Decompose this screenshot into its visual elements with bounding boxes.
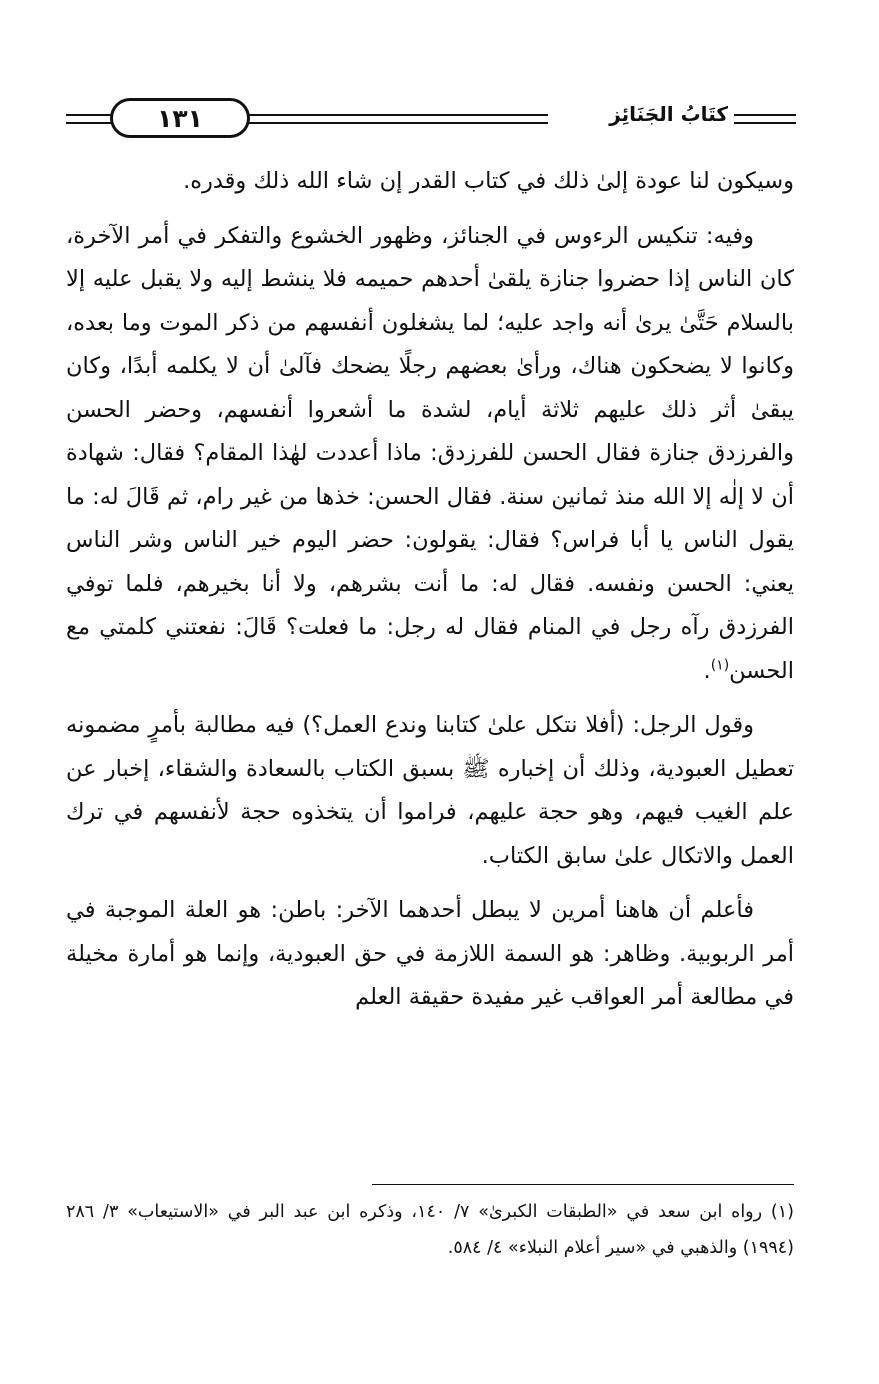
- paragraph-4: فأعلم أن هاهنا أمرين لا يبطل أحدهما الآخر: باطن: هو العلة الموجبة في أمر الربوبية. وظاهر: هو السمة اللازمة في حق العبودية، وإنما هو أمارة مخيلة في مطالعة أمر العواقب غير مفيدة حقيقة العلم: [66, 897, 794, 1010]
- header-rule-right-bottom: [734, 122, 796, 124]
- footnote: (١) رواه ابن سعد في «الطبقات الكبرىٰ» ٧/ ١٤٠، وذكره ابن عبد البر في «الاستيعاب» ٣/ ٢٨٦ (١٩٩٤) والذهبي في «سير أعلام النبلاء» ٤/ ٥٨٤.: [66, 1202, 794, 1258]
- paragraph-3: وقول الرجل: (أفلا نتكل علىٰ كتابنا وندع العمل؟) فيه مطالبة بأمرٍ مضمونه تعطيل العبودية، وذلك أن إخباره ﷺ بسبق الكتاب بالسعادة والشقاء، إخبار عن علم الغيب فيهم، وهو حجة عليهم، فراموا أن يتخذوه حجة لأنفسهم في ترك العمل والاتكال علىٰ سابق الكتاب.: [66, 712, 794, 869]
- footnote-separator: [372, 1184, 794, 1185]
- header-rule-middle-bottom: [248, 122, 548, 124]
- page-number: ١٣١: [110, 98, 250, 138]
- paragraph-2-end: .: [703, 657, 711, 684]
- footnote-reference[interactable]: (١): [710, 657, 730, 673]
- page-header: [66, 92, 796, 148]
- paragraph-2-text: وفيه: تنكيس الرءوس في الجنائز، وظهور الخشوع والتفكر في أمر الآخرة، كان الناس إذا حضروا جنازة يلقىٰ أحدهم حميمه فلا ينشط إليه ولا يقبل عليه إلا بالسلام حَتَّىٰ يرىٰ أنه واجد عليه؛ لما يشغلون أنفسهم من ذكر الموت وما بعده، وكانوا لا يضحكون هناك، ورأىٰ بعضهم رجلًا يضحك فآلىٰ أن لا يكلمه أبدًا، وكان يبقىٰ أثر ذلك عليهم ثلاثة أيام، لشدة ما أشعروا أنفسهم، وحضر الحسن والفرزدق جنازة فقال الحسن للفرزدق: ماذا أعددت لهٰذا المقام؟ فقال: شهادة أن لا إلٰه إلا الله منذ ثمانين سنة. فقال الحسن: خذها من غير رام، ثم قَالَ له: ما يقول الناس يا أبا فراس؟ فقال: يقولون: حضر اليوم خير الناس وشر الناس يعني: الحسن ونفسه. فقال له: ما أنت بشرهم، ولا أنا بخيرهم، فلما توفي الفرزدق رآه رجل في المنام فقال له رجل: ما فعلت؟ قَالَ: نفعتني كلمتي مع الحسن: [66, 222, 794, 684]
- header-rule-left-top: [66, 114, 112, 116]
- header-rule-middle-top: [248, 114, 548, 116]
- header-rule-left-bottom: [66, 122, 112, 124]
- paragraph-2: [66, 215, 794, 694]
- main-text: [66, 160, 794, 1031]
- paragraph-1: وسيكون لنا عودة إلىٰ ذلك في كتاب القدر إن شاء الله ذلك وقدره.: [183, 168, 794, 194]
- running-title: كتَابُ الجَنَائِز: [609, 102, 728, 126]
- header-rule-right-top: [734, 114, 796, 116]
